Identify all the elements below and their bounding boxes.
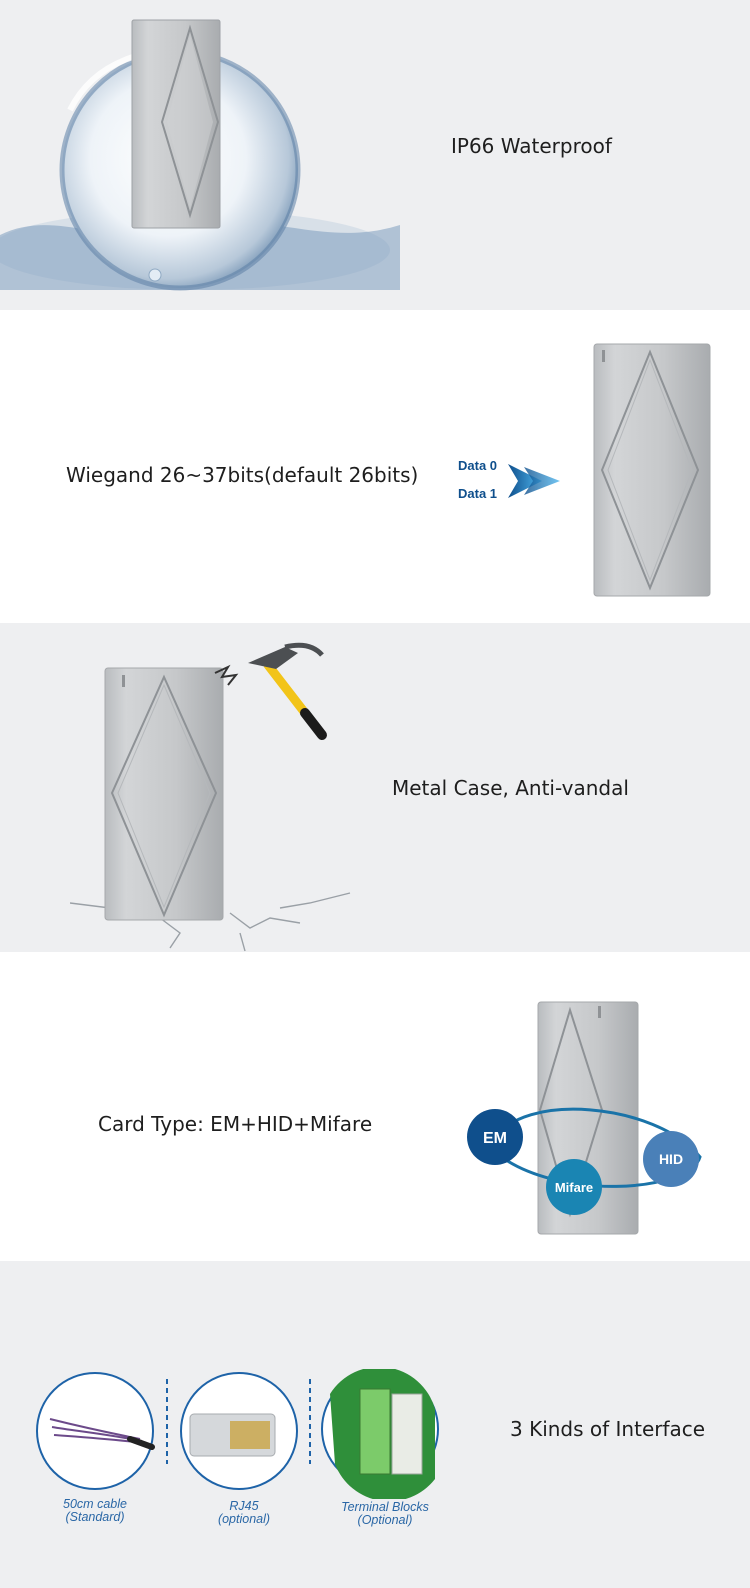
rj45-caption: RJ45 (optional) <box>217 1499 271 1526</box>
card-type-diagram <box>460 992 730 1252</box>
reader-hammer-illustration <box>70 633 370 952</box>
svg-text:HID: HID <box>658 1151 684 1167</box>
section-metal-case <box>0 623 750 952</box>
metal-case-title: Metal Case, Anti-vandal <box>392 776 629 800</box>
cable-option <box>37 1373 153 1489</box>
wiegand-signal-diagram <box>450 450 590 520</box>
waterproof-reader-illustration <box>0 0 420 310</box>
svg-text:Mifare: Mifare <box>554 1180 594 1195</box>
card-type-title: Card Type: EM+HID+Mifare <box>98 1112 373 1136</box>
section-waterproof <box>0 0 750 310</box>
interface-title: 3 Kinds of Interface <box>510 1417 706 1441</box>
waterproof-title: IP66 Waterproof <box>451 134 612 158</box>
terminal-block-option <box>322 1369 438 1499</box>
interface-options-illustration <box>30 1369 480 1499</box>
section-interface <box>0 1261 750 1588</box>
reader-illustration <box>590 340 715 600</box>
section-card-type <box>0 952 750 1261</box>
cable-caption: 50cm cable (Standard) <box>63 1497 127 1524</box>
terminal-caption: Terminal Blocks (Optional) <box>341 1500 429 1527</box>
data0-label: Data 0 <box>458 458 498 473</box>
hammer-icon <box>248 645 322 735</box>
rj45-option <box>181 1373 297 1489</box>
svg-text:EM: EM <box>483 1130 507 1147</box>
arrow-icon <box>508 464 560 498</box>
data1-label: Data 1 <box>458 486 498 501</box>
wiegand-title: Wiegand 26~37bits(default 26bits) <box>66 463 419 487</box>
section-wiegand <box>0 310 750 623</box>
